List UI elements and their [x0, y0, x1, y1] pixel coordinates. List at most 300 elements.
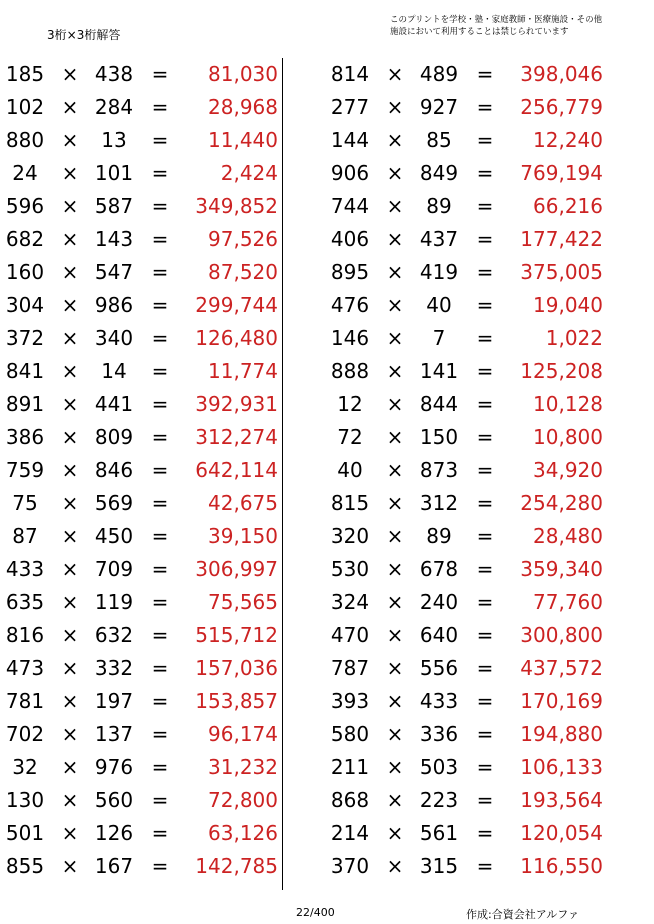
usage-notice-line: このプリントを学校・塾・家庭教師・医療施設・その他 [390, 15, 603, 25]
multiplicand: 12 [337, 392, 363, 416]
multiply-sign: × [386, 524, 404, 548]
multiplier: 7 [432, 326, 446, 350]
product-answer: 81,030 [208, 62, 278, 86]
multiplicand: 370 [330, 854, 370, 878]
multiplier: 547 [94, 260, 134, 284]
product-answer: 97,526 [208, 227, 278, 251]
multiply-sign: × [61, 161, 79, 185]
product-answer: 87,520 [208, 260, 278, 284]
equals-sign: = [476, 788, 494, 812]
multiplicand: 501 [5, 821, 45, 845]
multiplier: 240 [419, 590, 459, 614]
equals-sign: = [476, 293, 494, 317]
product-answer: 142,785 [195, 854, 278, 878]
multiply-sign: × [61, 95, 79, 119]
multiplicand: 816 [5, 623, 45, 647]
multiplicand: 635 [5, 590, 45, 614]
product-answer: 437,572 [520, 656, 603, 680]
multiply-sign: × [386, 62, 404, 86]
multiply-sign: × [386, 623, 404, 647]
product-answer: 34,920 [533, 458, 603, 482]
product-answer: 193,564 [520, 788, 603, 812]
equals-sign: = [151, 590, 169, 614]
multiplicand: 744 [330, 194, 370, 218]
multiply-sign: × [386, 656, 404, 680]
equals-sign: = [151, 656, 169, 680]
equals-sign: = [476, 359, 494, 383]
equals-sign: = [151, 788, 169, 812]
multiplicand: 386 [5, 425, 45, 449]
product-answer: 72,800 [208, 788, 278, 812]
problem-row [0, 289, 300, 322]
multiplier: 569 [94, 491, 134, 515]
problem-row [0, 520, 300, 553]
multiplicand: 320 [330, 524, 370, 548]
multiply-sign: × [61, 557, 79, 581]
multiplier: 441 [94, 392, 134, 416]
multiply-sign: × [386, 557, 404, 581]
multiply-sign: × [386, 161, 404, 185]
multiplier: 561 [419, 821, 459, 845]
multiplier: 450 [94, 524, 134, 548]
problem-row [0, 619, 300, 652]
equals-sign: = [476, 854, 494, 878]
problem-row [325, 355, 625, 388]
multiply-sign: × [386, 227, 404, 251]
problem-row [0, 652, 300, 685]
multiply-sign: × [386, 755, 404, 779]
multiplier: 438 [94, 62, 134, 86]
problem-row [325, 487, 625, 520]
equals-sign: = [151, 293, 169, 317]
problem-row [0, 817, 300, 850]
multiply-sign: × [61, 491, 79, 515]
multiply-sign: × [61, 194, 79, 218]
equals-sign: = [476, 821, 494, 845]
problem-row [325, 91, 625, 124]
multiply-sign: × [386, 491, 404, 515]
problem-row [0, 685, 300, 718]
equals-sign: = [151, 524, 169, 548]
problem-row [0, 91, 300, 124]
multiplier: 587 [94, 194, 134, 218]
multiplicand: 841 [5, 359, 45, 383]
multiply-sign: × [386, 788, 404, 812]
equals-sign: = [151, 392, 169, 416]
product-answer: 642,114 [195, 458, 278, 482]
equals-sign: = [476, 590, 494, 614]
multiply-sign: × [61, 293, 79, 317]
problem-row [0, 487, 300, 520]
problem-row [325, 322, 625, 355]
product-answer: 12,240 [533, 128, 603, 152]
multiply-sign: × [61, 623, 79, 647]
multiply-sign: × [61, 689, 79, 713]
multiplier: 986 [94, 293, 134, 317]
product-answer: 66,216 [533, 194, 603, 218]
page-number: 22/400 [296, 906, 335, 919]
multiplicand: 32 [12, 755, 38, 779]
multiplier: 560 [94, 788, 134, 812]
problem-row [0, 256, 300, 289]
product-answer: 116,550 [520, 854, 603, 878]
multiplicand: 24 [12, 161, 38, 185]
equals-sign: = [151, 194, 169, 218]
equals-sign: = [476, 62, 494, 86]
equals-sign: = [476, 557, 494, 581]
multiplier: 437 [419, 227, 459, 251]
equals-sign: = [151, 623, 169, 647]
equals-sign: = [151, 260, 169, 284]
multiplier: 315 [419, 854, 459, 878]
multiply-sign: × [61, 656, 79, 680]
multiplier: 503 [419, 755, 459, 779]
multiplicand: 102 [5, 95, 45, 119]
worksheet-title: 3桁×3桁解答 [47, 28, 121, 42]
multiplicand: 72 [337, 425, 363, 449]
problem-row [325, 553, 625, 586]
product-answer: 11,774 [208, 359, 278, 383]
problem-row [325, 817, 625, 850]
multiplicand: 130 [5, 788, 45, 812]
multiplicand: 185 [5, 62, 45, 86]
multiply-sign: × [386, 854, 404, 878]
left-problem-column [0, 58, 300, 883]
product-answer: 2,424 [220, 161, 278, 185]
problem-row [0, 58, 300, 91]
multiply-sign: × [61, 260, 79, 284]
multiply-sign: × [386, 128, 404, 152]
problem-row [325, 190, 625, 223]
problem-row [0, 751, 300, 784]
multiply-sign: × [386, 95, 404, 119]
problem-row [325, 421, 625, 454]
product-answer: 769,194 [520, 161, 603, 185]
equals-sign: = [476, 524, 494, 548]
multiplier: 13 [101, 128, 127, 152]
multiply-sign: × [61, 524, 79, 548]
product-answer: 19,040 [533, 293, 603, 317]
product-answer: 106,133 [520, 755, 603, 779]
multiplier: 141 [419, 359, 459, 383]
product-answer: 31,232 [208, 755, 278, 779]
multiplicand: 40 [337, 458, 363, 482]
equals-sign: = [151, 755, 169, 779]
problem-row [0, 454, 300, 487]
product-answer: 392,931 [195, 392, 278, 416]
multiplicand: 144 [330, 128, 370, 152]
product-answer: 375,005 [520, 260, 603, 284]
product-answer: 10,128 [533, 392, 603, 416]
multiply-sign: × [61, 62, 79, 86]
product-answer: 10,800 [533, 425, 603, 449]
equals-sign: = [476, 458, 494, 482]
multiply-sign: × [386, 689, 404, 713]
multiplier: 137 [94, 722, 134, 746]
equals-sign: = [151, 557, 169, 581]
multiplicand: 324 [330, 590, 370, 614]
equals-sign: = [151, 854, 169, 878]
multiplicand: 530 [330, 557, 370, 581]
equals-sign: = [151, 359, 169, 383]
equals-sign: = [151, 458, 169, 482]
multiplicand: 891 [5, 392, 45, 416]
multiplier: 849 [419, 161, 459, 185]
problem-row [325, 751, 625, 784]
problem-row [325, 124, 625, 157]
problem-row [0, 322, 300, 355]
multiplier: 167 [94, 854, 134, 878]
equals-sign: = [151, 95, 169, 119]
multiplier: 89 [426, 194, 452, 218]
multiplier: 126 [94, 821, 134, 845]
multiplier: 846 [94, 458, 134, 482]
problem-row [325, 685, 625, 718]
multiplicand: 277 [330, 95, 370, 119]
multiplicand: 87 [12, 524, 38, 548]
multiply-sign: × [61, 722, 79, 746]
multiply-sign: × [386, 359, 404, 383]
multiply-sign: × [61, 854, 79, 878]
problem-row [325, 388, 625, 421]
multiply-sign: × [386, 425, 404, 449]
multiplicand: 580 [330, 722, 370, 746]
multiplier: 312 [419, 491, 459, 515]
multiplicand: 372 [5, 326, 45, 350]
multiplier: 85 [426, 128, 452, 152]
multiplicand: 211 [330, 755, 370, 779]
author-credit: 作成:合資会社アルファ [466, 908, 580, 921]
multiplier: 14 [101, 359, 127, 383]
equals-sign: = [476, 491, 494, 515]
multiply-sign: × [61, 788, 79, 812]
equals-sign: = [151, 227, 169, 251]
multiplicand: 895 [330, 260, 370, 284]
multiply-sign: × [386, 293, 404, 317]
equals-sign: = [151, 689, 169, 713]
multiplicand: 304 [5, 293, 45, 317]
problem-row [0, 223, 300, 256]
equals-sign: = [151, 62, 169, 86]
multiplier: 101 [94, 161, 134, 185]
multiplier: 640 [419, 623, 459, 647]
multiplier: 40 [426, 293, 452, 317]
problem-row [325, 223, 625, 256]
multiplier: 340 [94, 326, 134, 350]
multiply-sign: × [61, 755, 79, 779]
multiplicand: 160 [5, 260, 45, 284]
problem-row [0, 718, 300, 751]
problem-row [0, 553, 300, 586]
product-answer: 120,054 [520, 821, 603, 845]
product-answer: 96,174 [208, 722, 278, 746]
multiply-sign: × [61, 359, 79, 383]
multiplier: 976 [94, 755, 134, 779]
multiply-sign: × [61, 227, 79, 251]
multiply-sign: × [386, 194, 404, 218]
equals-sign: = [476, 722, 494, 746]
equals-sign: = [476, 623, 494, 647]
product-answer: 1,022 [545, 326, 603, 350]
problem-row [0, 586, 300, 619]
multiply-sign: × [61, 821, 79, 845]
multiply-sign: × [61, 128, 79, 152]
product-answer: 349,852 [195, 194, 278, 218]
multiplier: 632 [94, 623, 134, 647]
equals-sign: = [151, 821, 169, 845]
product-answer: 63,126 [208, 821, 278, 845]
multiplicand: 906 [330, 161, 370, 185]
problem-row [0, 421, 300, 454]
problem-row [325, 454, 625, 487]
equals-sign: = [476, 128, 494, 152]
equals-sign: = [476, 689, 494, 713]
multiplier: 223 [419, 788, 459, 812]
equals-sign: = [151, 161, 169, 185]
problem-row [0, 850, 300, 883]
product-answer: 42,675 [208, 491, 278, 515]
product-answer: 39,150 [208, 524, 278, 548]
problem-row [325, 784, 625, 817]
equals-sign: = [476, 194, 494, 218]
problem-row [325, 289, 625, 322]
multiplicand: 814 [330, 62, 370, 86]
multiplier: 809 [94, 425, 134, 449]
problem-row [325, 718, 625, 751]
multiplicand: 702 [5, 722, 45, 746]
multiply-sign: × [61, 458, 79, 482]
multiply-sign: × [386, 392, 404, 416]
product-answer: 256,779 [520, 95, 603, 119]
equals-sign: = [151, 722, 169, 746]
problem-row [325, 619, 625, 652]
problem-row [0, 784, 300, 817]
multiplier: 844 [419, 392, 459, 416]
multiply-sign: × [386, 458, 404, 482]
multiplier: 119 [94, 590, 134, 614]
equals-sign: = [151, 425, 169, 449]
problem-row [0, 388, 300, 421]
multiplier: 284 [94, 95, 134, 119]
product-answer: 254,280 [520, 491, 603, 515]
problem-row [0, 355, 300, 388]
multiply-sign: × [386, 326, 404, 350]
product-answer: 177,422 [520, 227, 603, 251]
product-answer: 157,036 [195, 656, 278, 680]
product-answer: 153,857 [195, 689, 278, 713]
equals-sign: = [476, 260, 494, 284]
equals-sign: = [476, 95, 494, 119]
multiplier: 419 [419, 260, 459, 284]
problem-row [325, 586, 625, 619]
multiplicand: 406 [330, 227, 370, 251]
multiply-sign: × [61, 425, 79, 449]
multiplicand: 880 [5, 128, 45, 152]
product-answer: 398,046 [520, 62, 603, 86]
column-divider [282, 58, 283, 890]
product-answer: 299,744 [195, 293, 278, 317]
equals-sign: = [151, 128, 169, 152]
equals-sign: = [476, 656, 494, 680]
product-answer: 306,997 [195, 557, 278, 581]
product-answer: 359,340 [520, 557, 603, 581]
multiply-sign: × [61, 392, 79, 416]
multiplier: 678 [419, 557, 459, 581]
multiplicand: 596 [5, 194, 45, 218]
multiplier: 150 [419, 425, 459, 449]
usage-notice [390, 14, 602, 38]
multiplicand: 888 [330, 359, 370, 383]
product-answer: 28,480 [533, 524, 603, 548]
multiply-sign: × [386, 722, 404, 746]
multiply-sign: × [386, 821, 404, 845]
product-answer: 515,712 [195, 623, 278, 647]
equals-sign: = [476, 425, 494, 449]
multiply-sign: × [386, 260, 404, 284]
problem-row [325, 850, 625, 883]
product-answer: 77,760 [533, 590, 603, 614]
multiplicand: 855 [5, 854, 45, 878]
multiplicand: 473 [5, 656, 45, 680]
multiplier: 433 [419, 689, 459, 713]
multiplier: 89 [426, 524, 452, 548]
product-answer: 75,565 [208, 590, 278, 614]
multiplier: 489 [419, 62, 459, 86]
multiplicand: 815 [330, 491, 370, 515]
problem-row [0, 157, 300, 190]
multiplicand: 868 [330, 788, 370, 812]
multiplicand: 787 [330, 656, 370, 680]
problem-row [0, 124, 300, 157]
equals-sign: = [476, 326, 494, 350]
product-answer: 194,880 [520, 722, 603, 746]
equals-sign: = [476, 755, 494, 779]
multiplicand: 470 [330, 623, 370, 647]
multiplicand: 682 [5, 227, 45, 251]
right-problem-column [325, 58, 625, 883]
problem-row [325, 58, 625, 91]
multiplicand: 759 [5, 458, 45, 482]
problem-row [0, 190, 300, 223]
usage-notice-line: 施設において利用することは禁じられています [390, 27, 569, 37]
multiply-sign: × [61, 590, 79, 614]
problem-row [325, 652, 625, 685]
multiplier: 927 [419, 95, 459, 119]
multiplicand: 146 [330, 326, 370, 350]
multiplicand: 433 [5, 557, 45, 581]
multiplicand: 393 [330, 689, 370, 713]
multiplier: 197 [94, 689, 134, 713]
equals-sign: = [476, 392, 494, 416]
problem-row [325, 157, 625, 190]
equals-sign: = [151, 326, 169, 350]
product-answer: 300,800 [520, 623, 603, 647]
equals-sign: = [476, 227, 494, 251]
problem-row [325, 520, 625, 553]
product-answer: 170,169 [520, 689, 603, 713]
multiplier: 332 [94, 656, 134, 680]
multiply-sign: × [386, 590, 404, 614]
multiplier: 336 [419, 722, 459, 746]
multiplier: 709 [94, 557, 134, 581]
problem-row [325, 256, 625, 289]
equals-sign: = [151, 491, 169, 515]
multiplicand: 214 [330, 821, 370, 845]
multiplicand: 781 [5, 689, 45, 713]
product-answer: 11,440 [208, 128, 278, 152]
product-answer: 28,968 [208, 95, 278, 119]
multiplicand: 476 [330, 293, 370, 317]
